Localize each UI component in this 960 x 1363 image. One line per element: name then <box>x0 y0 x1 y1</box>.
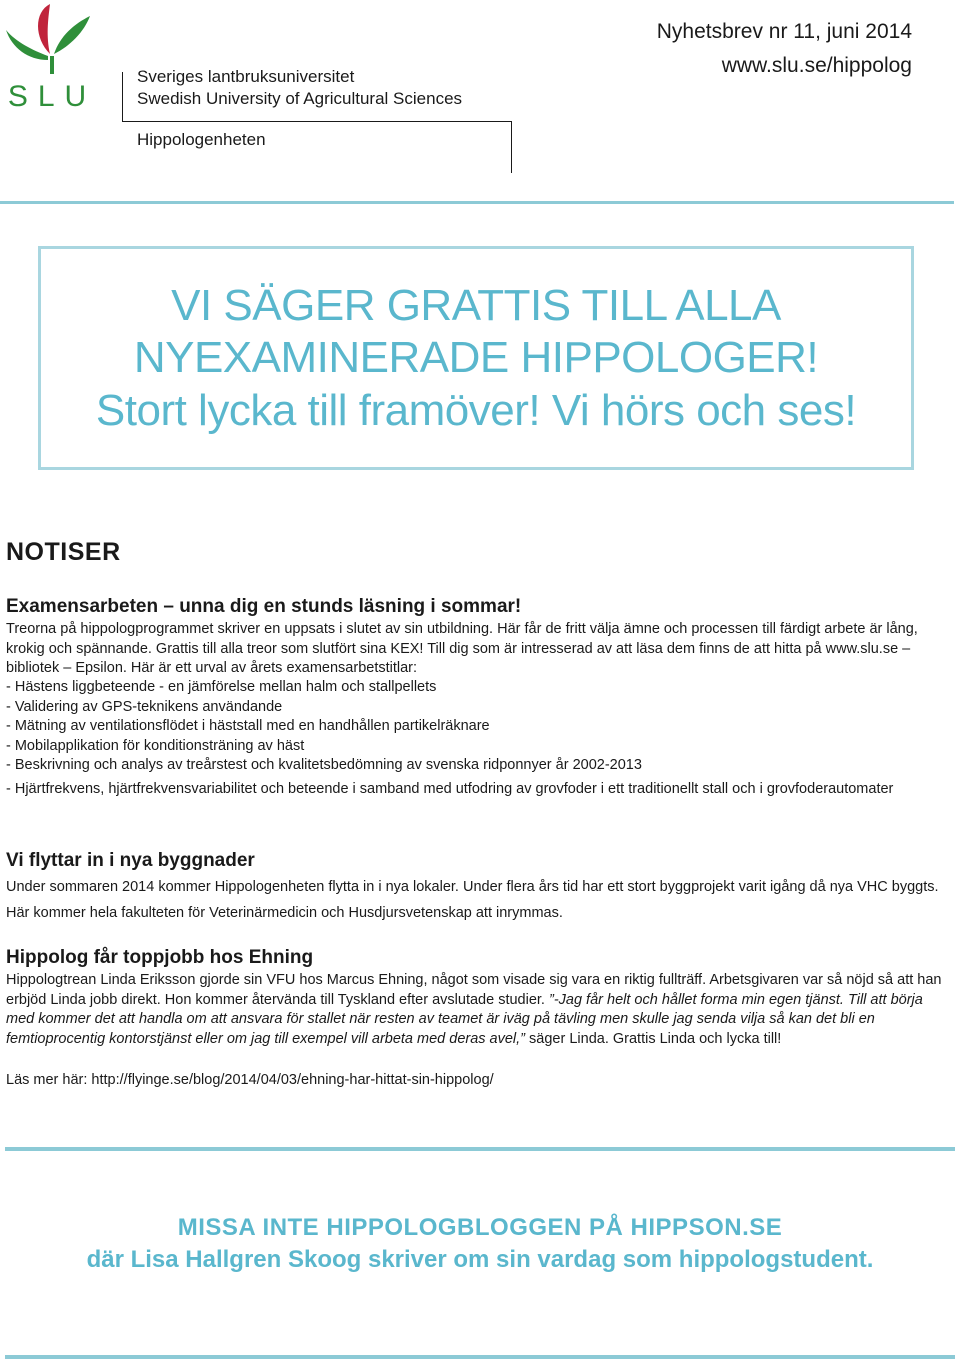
slu-logo <box>4 2 100 112</box>
logo-leaf-red <box>38 4 50 54</box>
list-item: - Beskrivning och analys av treårstest och kvalitetsbedömning av svenska ridponnyer år 2002-2013 <box>6 757 642 773</box>
list-item: - Mobilapplikation för konditionsträning av häst <box>6 737 305 754</box>
header-divider-horizontal <box>122 121 512 122</box>
ehning-quote: ”-Jag får helt och hållet forma min egen tjänst. Till att börja med kommer det att handla om att ansvara för stallet när resten av teamet är iväg på tävling men skulle jag senda vilja så kan det bli en femtioprocentig kontorstjänst eller om jag till exempel vill arbeta med deras avel,” <box>6 991 923 1047</box>
blog-promo-line-2: där Lisa Hallgren Skoog skriver om sin vardag som hippologstudent. <box>86 1246 874 1273</box>
banner-line-2: NYEXAMINERADE HIPPOLOGER! <box>133 333 819 382</box>
list-item: - Hästens liggbeteende - en jämförelse mellan halm och stallpellets <box>6 679 437 695</box>
list-item: - Validering av GPS-teknikens användande <box>6 698 283 715</box>
blog-promo-line-1: MISSA INTE HIPPOLOGBLOGGEN PÅ HIPPSON.SE <box>177 1214 783 1241</box>
header-divider-vertical-right <box>511 121 512 173</box>
university-name-swedish: Sveriges lantbruksuniversitet <box>137 67 355 86</box>
header-divider-vertical <box>122 72 123 122</box>
banner-line-1: VI SÄGER GRATTIS TILL ALLA <box>171 281 781 330</box>
exam-paragraph: Treorna på hippologprogrammet skriver en uppsats i slutet av sin utbildning. Här får de fritt välja ämne och processen till färdigt arbete är lång, krokig och spännande. Grattis till alla treor som slutfört sina KEX! Till dig som är intresserad av att läsa dem finns de att hitta på www.slu.se – bibliotek – Epsilon. Här är ett urval av årets examensarbetstitlar: <box>6 621 918 676</box>
exam-heading: Examensarbeten – unna dig en stunds läsning i sommar! <box>6 596 522 617</box>
ehning-heading: Hippolog får toppjobb hos Ehning <box>6 947 314 968</box>
bottom-divider-upper <box>5 1147 955 1151</box>
read-more-link[interactable]: Läs mer här: http://flyinge.se/blog/2014/04/03/ehning-har-hittat-sin-hippolog/ <box>6 1072 494 1088</box>
congratulations-banner <box>38 246 914 470</box>
website-link[interactable]: www.slu.se/hippolog <box>721 54 912 77</box>
issue-label: Nyhetsbrev nr 11, juni 2014 <box>656 20 912 43</box>
university-name-english: Swedish University of Agricultural Sciences <box>137 89 463 108</box>
section-title: NOTISER <box>6 538 121 566</box>
ehning-paragraph <box>6 971 950 1049</box>
logo-text: SLU <box>7 80 97 112</box>
list-item: - Hjärtfrekvens, hjärtfrekvensvariabilitet och beteende i samband med utfodring av grovfoder i ett traditionellt stall och i grovfoderautomater <box>6 780 894 797</box>
ehning-text-end: säger Linda. Grattis Linda och lycka till! <box>525 1030 782 1047</box>
logo-leaf-green <box>54 16 90 54</box>
exam-titles-list <box>6 678 950 802</box>
building-paragraph: Under sommaren 2014 kommer Hippologenheten flytta in i nya lokaler. Under flera års tid har ett stort byggprojekt varit igång då nya VHC byggts. Här kommer hela fakulteten för Veterinärmedicin och Husdjursvetenskap att inrymmas. <box>6 879 939 921</box>
department-name: Hippologenheten <box>137 130 266 149</box>
bottom-divider-lower <box>5 1355 955 1359</box>
top-divider <box>0 201 954 204</box>
list-item: - Mätning av ventilationsflödet i häststall med en handhållen partikelräknare <box>6 718 490 734</box>
ehning-text-start: Hippologtrean Linda Eriksson gjorde sin VFU hos Marcus Ehning, något som visade sig vara en riktig fullträff. Arbetsgivaren var så nöjd så att han erbjöd Linda jobb direkt. Hon kommer återvända till Tyskland efter avslutade studier. <box>6 972 942 1008</box>
banner-line-3: Stort lycka till framöver! Vi hörs och ses! <box>95 386 857 435</box>
building-heading: Vi flyttar in i nya byggnader <box>6 850 255 871</box>
